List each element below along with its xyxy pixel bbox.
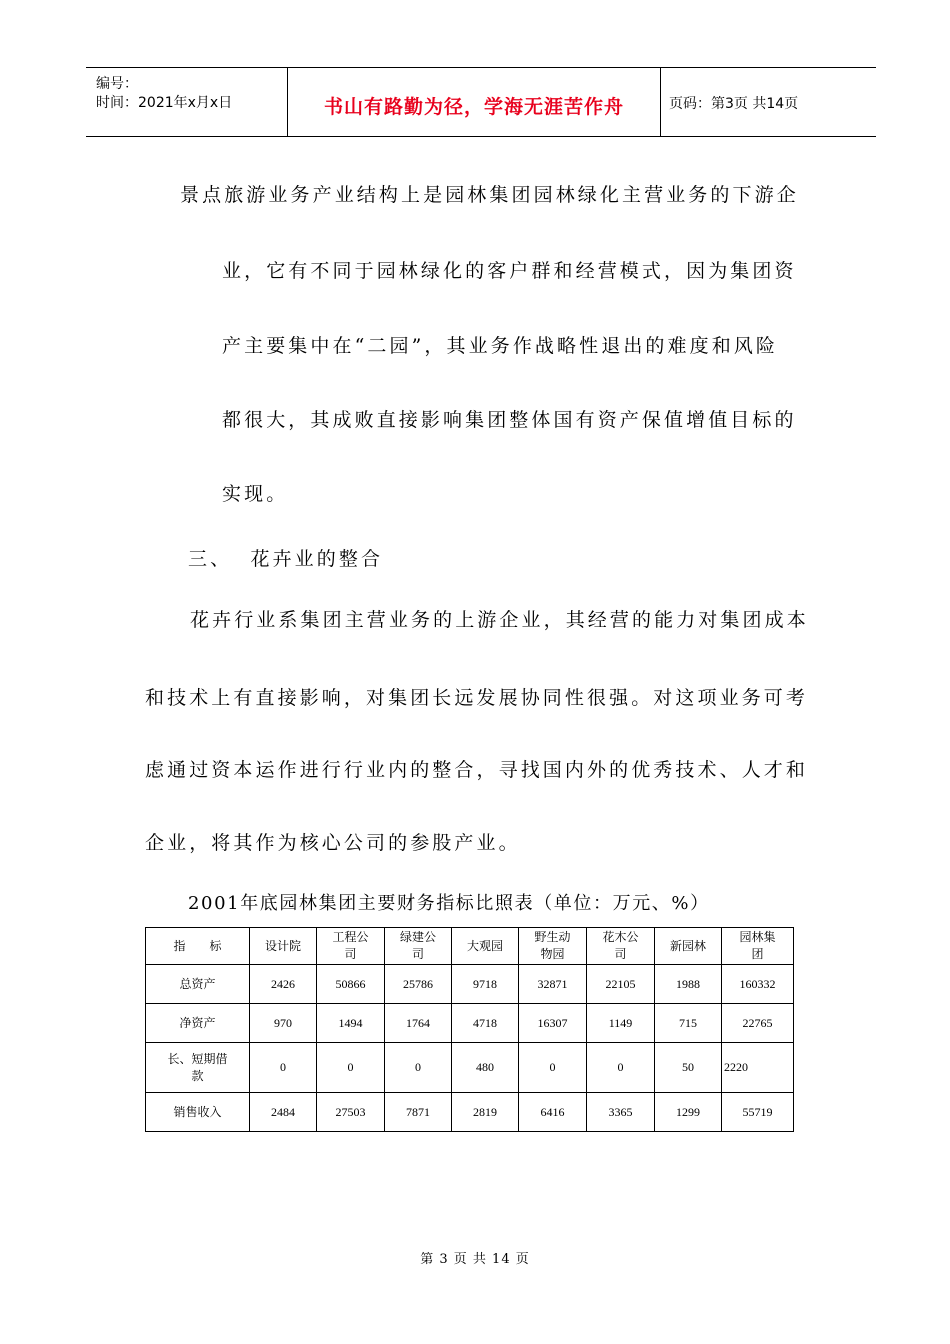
table-cell: 22105: [587, 965, 655, 1004]
paragraph-line: 产主要集中在“二园”，其业务作战略性退出的难度和风险: [222, 335, 779, 357]
table-header-row: [146, 928, 794, 965]
motto: 书山有路勤为径，学海无涯苦作舟: [323, 96, 624, 118]
column-header: 工程公司: [317, 928, 385, 965]
table-cell: 2220: [722, 1043, 794, 1093]
paragraph-line: 花卉行业系集团主营业务的上游企业，其经营的能力对集团成本: [190, 609, 809, 631]
table-cell: 480: [452, 1043, 519, 1093]
financial-table: [145, 927, 794, 1132]
table-cell: 7871: [385, 1093, 452, 1132]
table-row: [146, 1004, 794, 1043]
table-cell: 25786: [385, 965, 452, 1004]
table-cell: 2484: [250, 1093, 317, 1132]
table-cell: 1988: [655, 965, 722, 1004]
table-cell: 50: [655, 1043, 722, 1093]
header-page-cell: [661, 68, 876, 136]
column-header: 绿建公司: [385, 928, 452, 965]
time-label: 时间：2021年x月x日: [96, 95, 233, 111]
page-footer: 第 3 页 共 14 页: [420, 1252, 530, 1267]
column-header: 野生动物园: [519, 928, 587, 965]
table-cell: 55719: [722, 1093, 794, 1132]
row-label: 长、短期借款: [146, 1043, 250, 1093]
table-row: [146, 1093, 794, 1132]
row-label: 销售收入: [146, 1093, 250, 1132]
paragraph-line: 虑通过资本运作进行行业内的整合，寻找国内外的优秀技术、人才和: [145, 759, 809, 781]
table-cell: 9718: [452, 965, 519, 1004]
row-label: 净资产: [146, 1004, 250, 1043]
paragraph-line: 企业，将其作为核心公司的参股产业。: [145, 832, 521, 854]
table-cell: 22765: [722, 1004, 794, 1043]
table-cell: 16307: [519, 1004, 587, 1043]
table-cell: 1299: [655, 1093, 722, 1132]
table-cell: 6416: [519, 1093, 587, 1132]
table-cell: 0: [519, 1043, 587, 1093]
table-cell: 160332: [722, 965, 794, 1004]
table-row: [146, 965, 794, 1004]
paragraph-line: 景点旅游业务产业结构上是园林集团园林绿化主营业务的下游企: [180, 184, 799, 206]
table-cell: 1149: [587, 1004, 655, 1043]
table-cell: 27503: [317, 1093, 385, 1132]
column-header: 花木公司: [587, 928, 655, 965]
table-cell: 715: [655, 1004, 722, 1043]
page-header: [86, 67, 876, 137]
section-heading: 三、 花卉业的整合: [188, 548, 384, 570]
column-header: 园林集团: [722, 928, 794, 965]
table-cell: 970: [250, 1004, 317, 1043]
table-cell: 2819: [452, 1093, 519, 1132]
row-label: 总资产: [146, 965, 250, 1004]
table-cell: 0: [587, 1043, 655, 1093]
column-header: 指 标: [146, 928, 250, 965]
paragraph-line: 实现。: [222, 483, 289, 505]
number-label: 编号：: [96, 76, 138, 92]
table-cell: 1494: [317, 1004, 385, 1043]
header-meta-cell: [86, 68, 288, 136]
paragraph-line: 都很大，其成败直接影响集团整体国有资产保值增值目标的: [222, 409, 797, 431]
paragraph-line: 业，它有不同于园林绿化的客户群和经营模式，因为集团资: [222, 260, 797, 282]
table-cell: 2426: [250, 965, 317, 1004]
table-cell: 3365: [587, 1093, 655, 1132]
column-header: 新园林: [655, 928, 722, 965]
table-cell: 0: [250, 1043, 317, 1093]
table-cell: 0: [317, 1043, 385, 1093]
table-row: [146, 1043, 794, 1093]
table-cell: 50866: [317, 965, 385, 1004]
table-cell: 4718: [452, 1004, 519, 1043]
table-cell: 1764: [385, 1004, 452, 1043]
column-header: 大观园: [452, 928, 519, 965]
paragraph-line: 和技术上有直接影响，对集团长远发展协同性很强。对这项业务可考: [145, 687, 809, 709]
header-motto-cell: [288, 68, 661, 136]
column-header: 设计院: [250, 928, 317, 965]
table-cell: 32871: [519, 965, 587, 1004]
page-info: 页码：第3页 共14页: [669, 96, 799, 112]
table-caption: 2001年底园林集团主要财务指标比照表（单位：万元、%）: [188, 893, 710, 914]
table-cell: 0: [385, 1043, 452, 1093]
